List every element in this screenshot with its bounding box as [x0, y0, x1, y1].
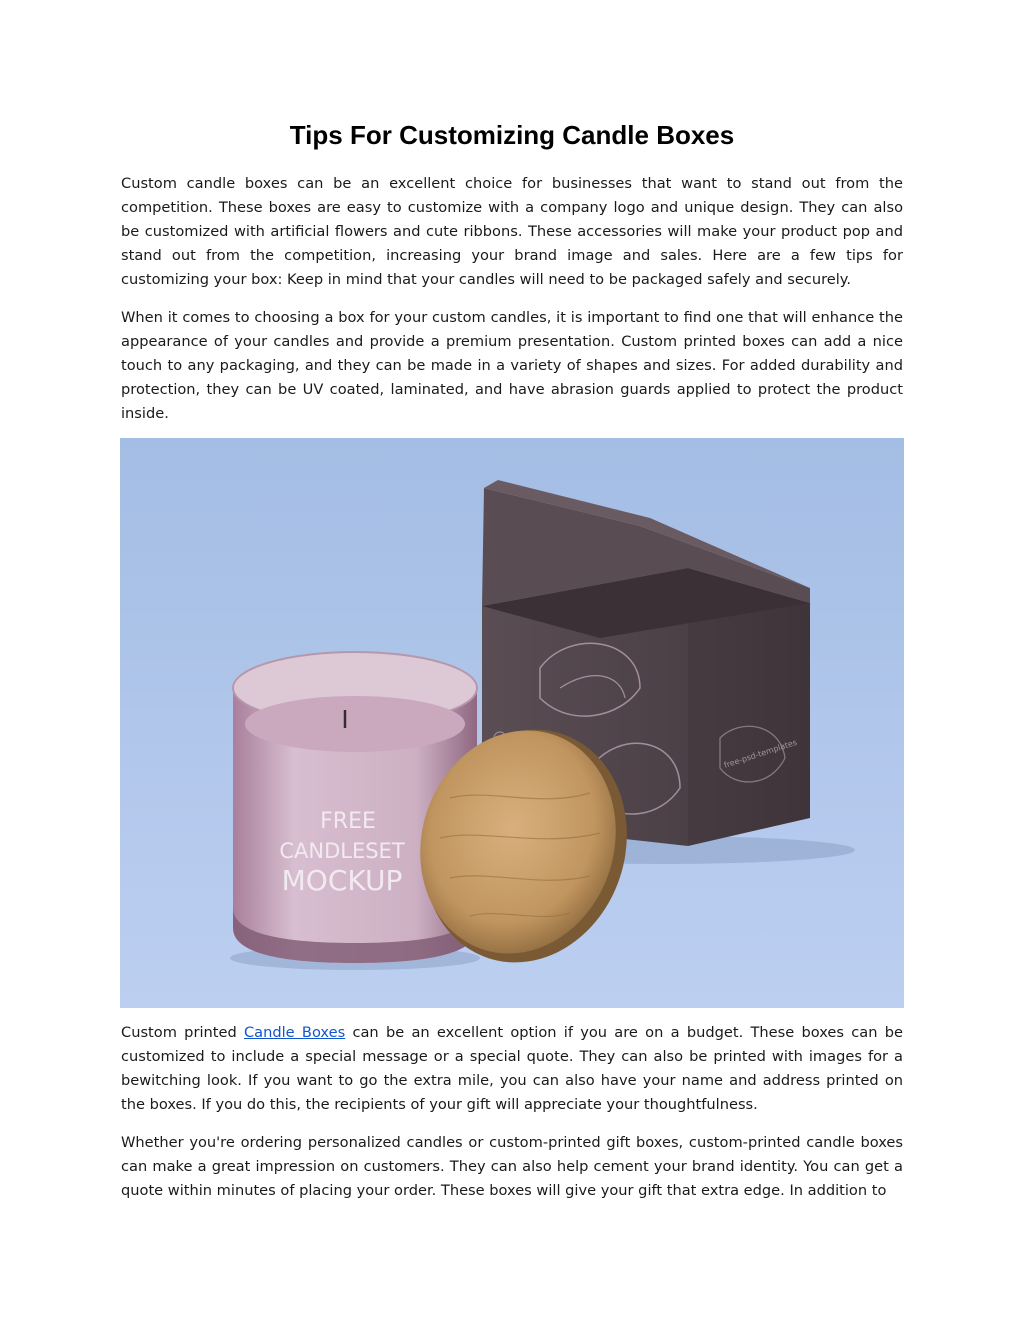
paragraph-custom-printed [121, 1021, 903, 1117]
paragraph-choosing-box: When it comes to choosing a box for your custom candles, it is important to find one that will enhance the appearance of your candles and provide a premium presentation. Custom printed boxes can add a nice touch to any packaging, and they can be made in a variety of shapes and sizes. For added durability and protection, they can be UV coated, laminated, and have abrasion guards applied to protect the product inside. [121, 309, 903, 422]
paragraph-text-before-link: Custom printed [121, 1024, 244, 1041]
paragraph-intro: Custom candle boxes can be an excellent choice for businesses that want to stand out from the competition. These boxes are easy to customize with a company logo and unique design. They can also be customized with artificial flowers and cute ribbons. These accessories will make your product pop and stand out from the competition, increasing your brand image and sales. Here are a few tips for customizing your box: Keep in mind that your candles will need to be packaged safely and securely. [121, 175, 903, 288]
candle-label-line-2: CANDLESET [279, 839, 405, 863]
candle-boxes-link[interactable]: Candle Boxes [243, 1024, 346, 1041]
box-brand-text: free-psd-templates [722, 737, 799, 770]
candle-label-line-3: MOCKUP [281, 864, 403, 897]
paragraph-personalized: Whether you're ordering personalized candles or custom-printed gift boxes, custom-printed candle boxes can make a great impression on customers. They can also help cement your brand identity. You can get a quote within minutes of placing your order. These boxes will give your gift that extra edge. In addition to [121, 1134, 903, 1199]
candle-box-mockup-image [120, 438, 904, 1008]
paragraph-text-after-link: can be an excellent option if you are on a budget. These boxes can be customized to include a special message or a special quote. They can also be printed with images for a bewitching look. If you want to go the extra mile, you can also have your name and address printed on the boxes. If you do this, the recipients of your gift will appreciate your thoughtfulness. [121, 1024, 903, 1113]
document-title: Tips For Customizing Candle Boxes [289, 120, 735, 150]
candle-label-line-1: FREE [320, 809, 376, 834]
